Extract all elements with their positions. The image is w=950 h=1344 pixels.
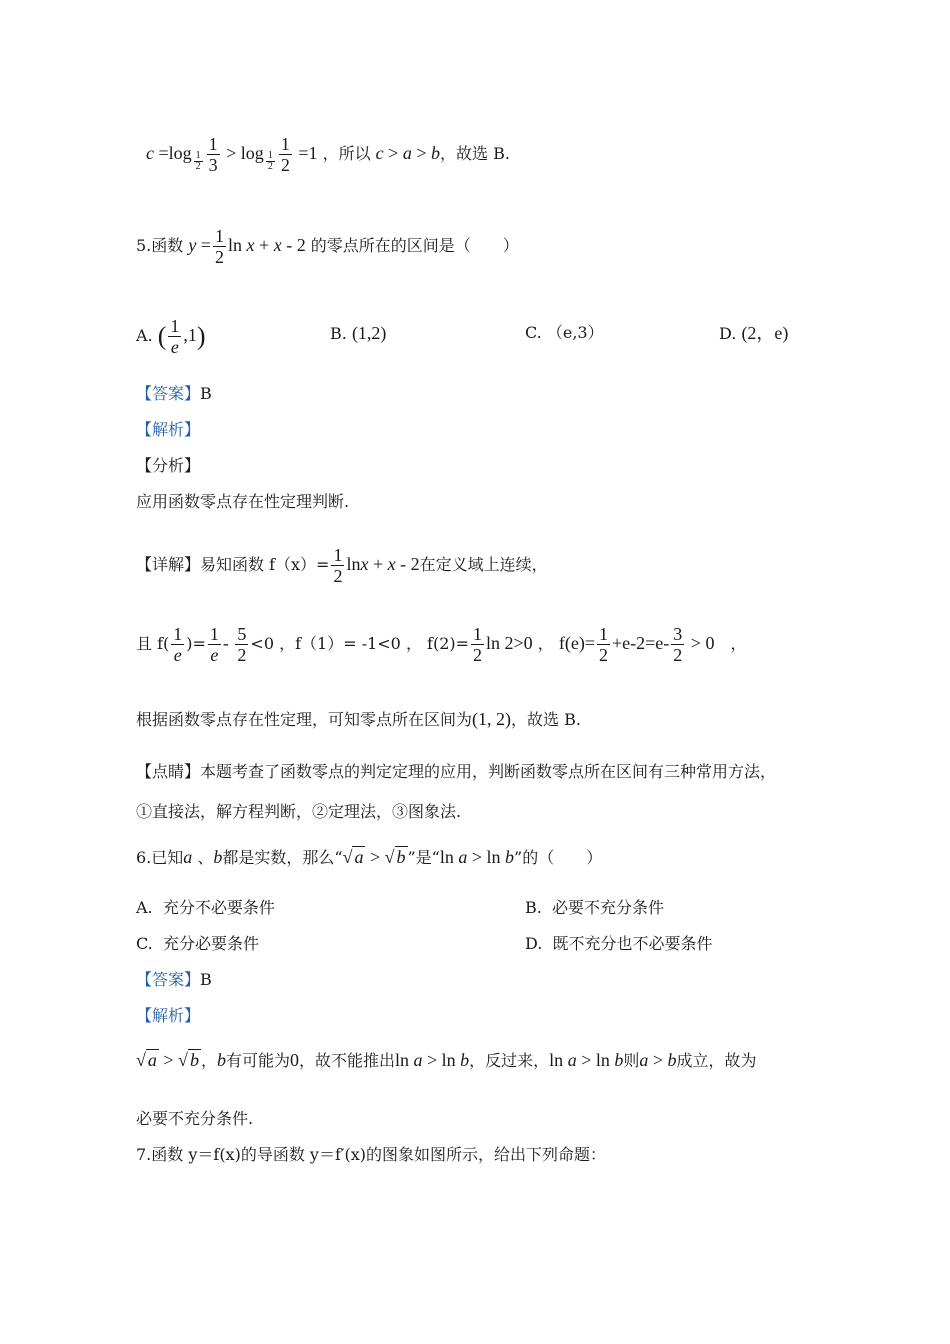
question-6-stem: 6.已知a 、b都是实数，那么“√ a > √ b ”是“ln a > ln b”的（ ） — [136, 847, 603, 867]
text-fragment: ， — [537, 634, 554, 653]
text-fragment: 且 f — [136, 634, 164, 653]
text-fragment: ，所以 — [322, 144, 371, 163]
paragraph: 必要不充分条件. — [136, 1109, 254, 1128]
text-fragment: 成立，故为 — [676, 1051, 757, 1070]
answer-value: B — [200, 970, 212, 989]
option-text: 必要不充分条件 — [552, 898, 665, 917]
option-label: D. — [719, 324, 737, 343]
detail-line: 【详解】易知函数 f（x）= $\frac{1}{2}$ lnx + x - 2在定义域上连续， — [136, 545, 548, 586]
comment-line — [136, 761, 776, 783]
question-number: 5.函数 — [136, 236, 184, 255]
option-label: C. — [136, 934, 153, 953]
q6-option-d — [525, 933, 713, 955]
option-a: A. ( $\frac{1}{e}$ ,1) — [136, 316, 206, 357]
text-fragment: ”是“ — [407, 848, 440, 867]
q6-option-c — [136, 933, 259, 955]
option-label: B. — [330, 324, 347, 343]
question-text: 7.函数 y＝f(x)的导函数 y＝f′(x)的图象如图所示，给出下列命题： — [136, 1145, 607, 1164]
detail-tag: 【详解】 — [136, 555, 201, 574]
q6-option-a — [136, 897, 275, 919]
question-number: 6.已知 — [136, 848, 184, 867]
text-fragment: ，故选 B. — [439, 144, 510, 163]
paragraph: ①直接法，解方程判断，②定理法，③图象法. — [136, 802, 462, 821]
text-fragment: ，故选 B. — [511, 710, 581, 729]
option-value: （e,3） — [546, 323, 604, 342]
option-c — [525, 322, 604, 344]
option-label: A. — [136, 326, 153, 345]
text-fragment: 在定义域上连续， — [419, 555, 548, 574]
text-fragment: ，f（1）= -1<0 ， — [279, 634, 422, 653]
answer-value: B — [200, 384, 212, 403]
interval: (1, 2) — [472, 709, 512, 729]
fenxi-text — [136, 491, 349, 513]
option-b — [330, 322, 386, 345]
log-comparison-line: c =log $\frac{1}{2}$ $\frac{1}{3}$ > log $\frac{1}{2}$ $\frac{1}{2}$ =1 ，所以 c > a > b，故选 B. — [146, 134, 510, 175]
q6-analysis-tag-line — [136, 1005, 200, 1027]
option-value: (2，e) — [741, 323, 789, 343]
option-label: C. — [525, 323, 542, 342]
comment-line-2 — [136, 801, 461, 823]
option-label: D. — [525, 934, 543, 953]
option-label: B. — [525, 898, 542, 917]
text-fragment: ，故不能推出 — [298, 1051, 395, 1070]
analysis-tag: 【解析】 — [136, 420, 201, 439]
option-text: 既不充分也不必要条件 — [552, 934, 713, 953]
option-label: A. — [136, 898, 153, 917]
conclusion-line — [136, 708, 581, 731]
evaluation-line: 且 f( $\frac{1}{e}$ )= $\frac{1}{e}$ - $\frac{5}{2}$ <0 ，f（1）= -1<0 ， f(2)= $\frac{1}{2}$ ln 2>0 ， f(e)= $\frac{1}{2}$ +e-2=e- $\frac{3}{2}$ > 0 ， — [136, 624, 747, 665]
option-value: (1,2) — [351, 323, 387, 343]
paragraph: 应用函数零点存在性定理判断. — [136, 492, 350, 511]
paragraph: 本题考查了函数零点的判定定理的应用，判断函数零点所在区间有三种常用方法， — [200, 762, 777, 781]
text-fragment: ，反过来， — [469, 1051, 550, 1070]
text-fragment: 有可能为 — [225, 1051, 290, 1070]
q6-analysis-end — [136, 1108, 253, 1130]
text-fragment: 则 — [623, 1051, 640, 1070]
text-fragment: 都是实数，那么“ — [222, 848, 343, 867]
question-7-stem — [136, 1144, 606, 1166]
q6-answer-line — [136, 969, 212, 991]
text-fragment: ”的（ ） — [514, 848, 603, 867]
option-text: 充分必要条件 — [162, 934, 259, 953]
comment-tag: 【点睛】 — [136, 762, 201, 781]
q6-option-b — [525, 897, 664, 919]
analysis-tag: 【解析】 — [136, 1006, 201, 1025]
option-d — [719, 322, 788, 345]
answer-tag: 【答案】 — [136, 384, 201, 403]
analysis-tag-line — [136, 419, 200, 441]
option-text: 充分不必要条件 — [162, 898, 275, 917]
answer-line — [136, 383, 212, 405]
question-text: 的零点所在的区间是（ ） — [310, 236, 519, 255]
q6-analysis-line: √ a > √ b ，b有可能为0，故不能推出ln a > ln b，反过来，ln a > ln b则a > b成立，故为 — [136, 1050, 757, 1070]
answer-tag: 【答案】 — [136, 970, 201, 989]
question-5-stem: 5.函数 y = $\frac{1}{2}$ ln x + x - 2 的零点所在的区间是（ ） — [136, 226, 519, 267]
fenxi-tag-line — [136, 455, 200, 477]
text-fragment: 易知函数 f（x）= — [200, 555, 330, 574]
text-fragment: 根据函数零点存在性定理，可知零点所在区间为 — [136, 710, 473, 729]
fenxi-tag: 【分析】 — [136, 456, 201, 475]
